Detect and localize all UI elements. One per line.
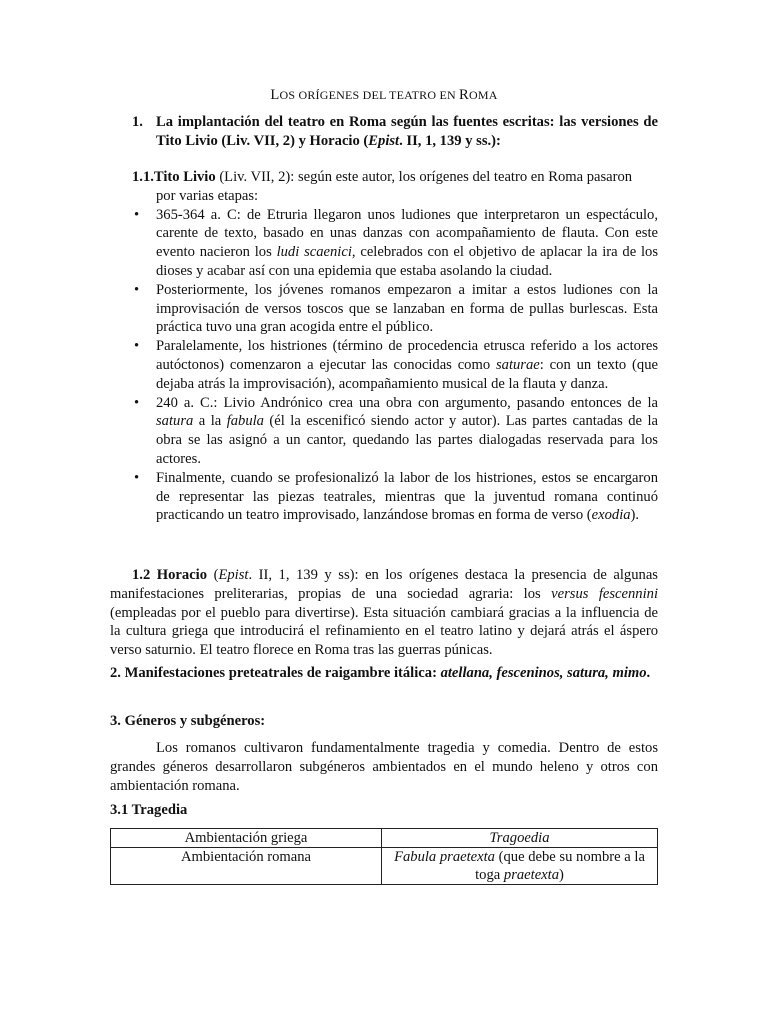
table-row	[111, 848, 658, 885]
heading-1-number: 1.	[132, 114, 143, 130]
table-cell-text: praetexta	[503, 867, 560, 883]
list-item	[110, 281, 658, 337]
table-row	[111, 829, 658, 848]
section-2-heading	[110, 664, 658, 683]
list-item	[110, 206, 658, 281]
list-item-text: Posteriormente, los jóvenes romanos empezaron a imitar a estos ludiones con la improvisación de versos toscos que se lanzaban en forma de pullas burlescas. Esta práctica tuvo una gran acogida entre el público.	[156, 281, 658, 336]
bullet-icon: •	[134, 338, 140, 355]
section-1-2-text: versus fescennini	[551, 585, 658, 602]
table-cell	[111, 829, 382, 848]
list-item-text: (él la escenificó siendo actor y autor). Las partes cantadas de la obra se las asignó a un cantor, quedando las partes dialogadas reservada para los actores.	[156, 413, 658, 467]
section-1-1-intro	[132, 168, 658, 206]
list-item	[110, 337, 658, 393]
section-1-2-text: Epist	[218, 567, 249, 583]
tito-livio-stages-list	[110, 206, 658, 526]
section-1-1-label: 1.1.Tito Livio	[132, 169, 216, 185]
list-item-text: , celebrados con el objetivo de aplacar la ira de los dioses y acabar así con una epidemia que estaba asolando la ciudad.	[156, 244, 658, 279]
title-text: R	[459, 87, 469, 103]
section-3-1-heading: 3.1 Tragedia	[110, 802, 188, 818]
document-title	[0, 86, 768, 105]
heading-1-run: . II, 1, 139 y ss.):	[399, 132, 501, 149]
heading-1-text	[156, 113, 658, 151]
section-1-2-text: . II, 1, 139 y ss): en los orígenes destaca la presencia de algunas manifestaciones preliterarias, propias de una sociedad agraria: los	[110, 567, 658, 602]
table-cell	[382, 848, 658, 885]
section-2-text: .	[646, 665, 651, 681]
section-3-heading: 3. Géneros y subgéneros:	[110, 713, 266, 729]
heading-1	[110, 113, 658, 151]
section-1-1-intro-line2: por varias etapas:	[156, 187, 259, 204]
table-cell	[111, 848, 382, 885]
list-item-text: Finalmente, cuando se profesionalizó la labor de los histriones, estos se encargaron de representar las piezas teatrales, mientras que la juventud romana continuó practicando un teatro improvisado, lanzándose bromas en forma de verso (	[156, 469, 658, 524]
bullet-icon: •	[134, 281, 140, 298]
list-item-text: satura	[156, 413, 194, 430]
title-text: OMA	[468, 88, 498, 102]
section-1-2-paragraph	[110, 566, 658, 660]
table-cell-text: Fabula praetexta	[394, 849, 495, 865]
list-item-text: ).	[630, 507, 640, 524]
section-1-2-text: (empleadas por el pueblo para divertirse). Esta situación cambiará gracias a la influencia de la cultura griega que introducirá el refinamiento en el teatro latino y dejará atrás el áspero verso saturnio. El teatro florece en Roma tras las guerras púnicas.	[110, 604, 658, 659]
section-1-2-text: (	[207, 567, 219, 583]
section-2-text: atellana, fesceninos, satura, mimo	[440, 665, 647, 681]
list-item	[110, 469, 658, 525]
section-2-text: 2. Manifestaciones preteatrales de raigambre itálica:	[110, 665, 441, 681]
tragedia-table	[110, 828, 658, 885]
list-item-text: Paralelamente, los histriones (término de procedencia etrusca referido a los actores autóctonos) comenzaron a ejecutar las conocidas como	[156, 338, 658, 373]
bullet-icon: •	[134, 469, 140, 486]
bullet-icon: •	[134, 394, 140, 411]
title-text: OS ORÍGENES DEL TEATRO EN	[279, 88, 460, 102]
table-cell-text: Tragoedia	[489, 830, 550, 846]
list-item-text: 365-364 a. C: de Etruria llegaron unos ludiones que interpretaron un espectáculo, carente de texto, basado en unas danzas con acompañamiento de flauta. Con este evento nacieron los	[156, 206, 658, 261]
list-item-text: 240 a. C.: Livio Andrónico crea una obra con argumento, pasando entonces de la	[156, 394, 658, 411]
table-cell-text: Ambientación romana	[180, 849, 312, 865]
list-item-text: ludi scaenici	[276, 244, 352, 261]
section-1-1-intro-line1: (Liv. VII, 2): según este autor, los orígenes del teatro en Roma pasaron	[215, 169, 633, 185]
title-text: L	[270, 87, 280, 103]
list-item-text: exodia	[591, 507, 631, 524]
section-1-1	[110, 168, 658, 525]
list-item-text: : con un texto (que dejaba atrás la improvisación), acompañamiento musical de la flauta y danza.	[156, 356, 658, 392]
list-item	[110, 394, 658, 469]
table-cell-text: Ambientación griega	[184, 830, 308, 846]
heading-1-run: La implantación del teatro en Roma según las fuentes escritas: las versiones de Tito Livio (Liv. VII, 2) y Horacio (	[156, 114, 658, 149]
table-cell	[382, 829, 658, 848]
table-cell-text: (que debe su nombre a la toga	[475, 849, 645, 883]
list-item-text: a la	[193, 413, 227, 430]
section-3-paragraph: Los romanos cultivaron fundamentalmente tragedia y comedia. Dentro de estos grandes géneros desarrollaron subgéneros ambientados en el mundo heleno y otros con ambientación romana.	[110, 740, 658, 794]
bullet-icon: •	[134, 206, 140, 223]
table-cell-text: )	[559, 867, 564, 883]
section-1-2-text: 1.2 Horacio	[132, 567, 208, 583]
heading-1-run: Epist	[368, 132, 400, 149]
list-item-text: fabula	[226, 413, 264, 430]
list-item-text: saturae	[495, 356, 540, 373]
